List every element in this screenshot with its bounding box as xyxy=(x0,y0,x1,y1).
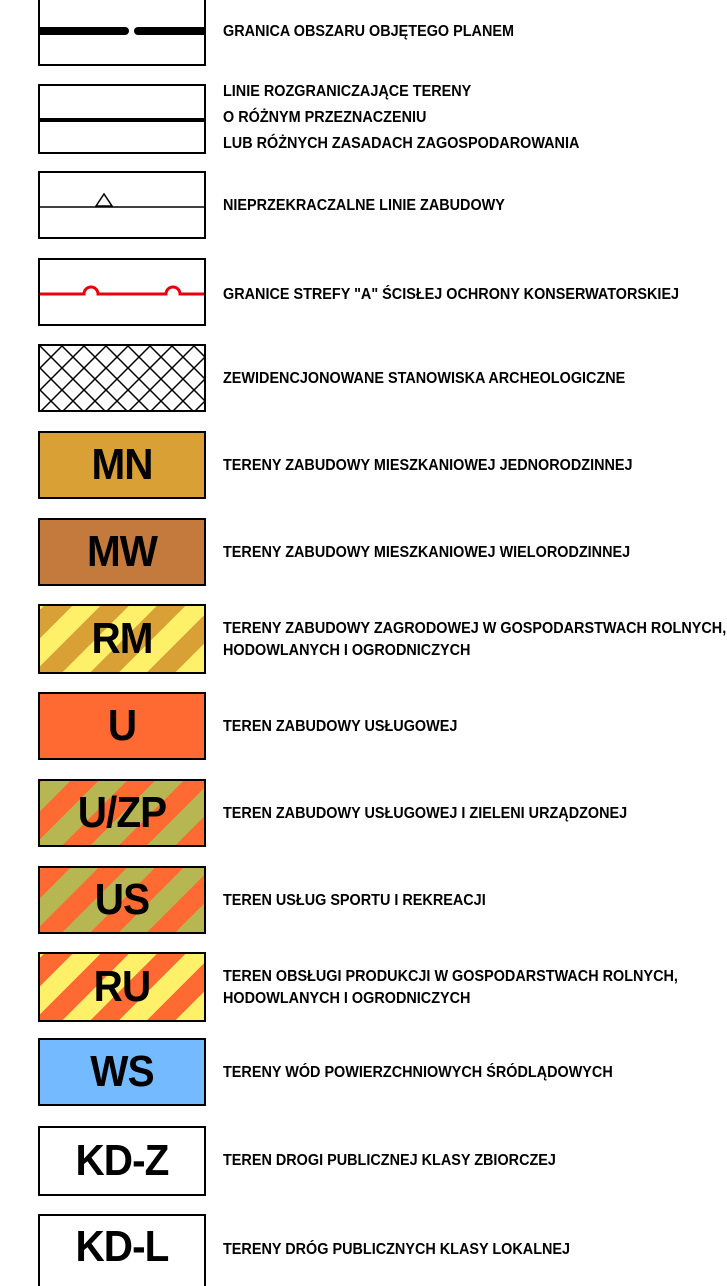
legend-row-ru xyxy=(0,952,727,1022)
legend-desc-ru xyxy=(223,966,727,1010)
desc-line: O RÓŻNYM PRZEZNACZENIU xyxy=(223,109,427,126)
legend-row-ws xyxy=(0,1038,727,1106)
boundary-symbol xyxy=(38,0,206,66)
legend-row-building-lines xyxy=(0,171,727,239)
desc-line: GRANICE STREFY "A" ŚCISŁEJ OCHRONY KONSERWATORSKIEJ xyxy=(223,286,680,303)
ws-swatch xyxy=(38,1038,206,1106)
desc-line: TEREN OBSŁUGI PRODUKCJI W GOSPODARSTWACH ROLNYCH, xyxy=(223,968,678,985)
ws-code: WS xyxy=(90,1047,154,1096)
zone-a-red-line-icon xyxy=(40,260,206,326)
desc-line: TERENY WÓD POWIERZCHNIOWYCH ŚRÓDLĄDOWYCH xyxy=(223,1064,613,1081)
kdz-swatch xyxy=(38,1126,206,1196)
desc-line: TERENY DRÓG PUBLICZNYCH KLASY LOKALNEJ xyxy=(223,1241,571,1258)
desc-line: HODOWLANYCH I OGRODNICZYCH xyxy=(223,990,471,1007)
legend-row-dividing-lines xyxy=(0,84,727,154)
mn-swatch xyxy=(38,431,206,499)
u-code: U xyxy=(107,701,137,750)
crosshatch-pattern-icon xyxy=(40,346,206,412)
legend-desc-kdz xyxy=(223,1148,727,1174)
us-swatch xyxy=(38,866,206,934)
legend-desc-us xyxy=(223,888,727,914)
zone-a-symbol xyxy=(38,258,206,326)
desc-line: NIEPRZEKRACZALNE LINIE ZABUDOWY xyxy=(223,197,505,214)
mw-code: MW xyxy=(86,527,158,576)
mw-swatch xyxy=(38,518,206,586)
legend-desc-u xyxy=(223,714,727,740)
legend-desc-archaeology xyxy=(223,366,727,392)
kdl-code: KD-L xyxy=(75,1222,169,1271)
desc-line: HODOWLANYCH I OGRODNICZYCH xyxy=(223,642,471,659)
legend-desc-zone-a xyxy=(223,282,727,308)
rm-code: RM xyxy=(91,614,153,663)
legend-desc-building-lines xyxy=(223,193,727,219)
u-swatch xyxy=(38,692,206,760)
desc-line: TERENY ZABUDOWY ZAGRODOWEJ W GOSPODARSTWACH ROLNYCH, xyxy=(223,620,727,637)
desc-line: TEREN ZABUDOWY USŁUGOWEJ I ZIELENI URZĄDZONEJ xyxy=(223,805,628,822)
solid-dividing-line-icon xyxy=(40,86,206,154)
desc-line: TERENY ZABUDOWY MIESZKANIOWEJ JEDNORODZINNEJ xyxy=(223,457,633,474)
legend-row-mw xyxy=(0,518,727,586)
building-lines-symbol xyxy=(38,171,206,239)
desc-line: ZEWIDENCJONOWANE STANOWISKA ARCHEOLOGICZNE xyxy=(223,370,626,387)
legend-desc-dividing-lines xyxy=(223,79,727,157)
dashed-boundary-line-icon xyxy=(40,0,206,66)
uzp-swatch xyxy=(38,779,206,847)
legend-row-us xyxy=(0,866,727,934)
legend-desc-kdl xyxy=(223,1237,727,1263)
legend-row-kdl xyxy=(0,1214,727,1278)
desc-line: LUB RÓŻNYCH ZASADACH ZAGOSPODAROWANIA xyxy=(223,135,580,152)
kdl-swatch xyxy=(38,1214,206,1286)
dividing-lines-symbol xyxy=(38,84,206,154)
legend-row-u xyxy=(0,692,727,760)
legend-desc-uzp xyxy=(223,801,727,827)
mn-code: MN xyxy=(91,440,153,489)
kdz-code: KD-Z xyxy=(75,1136,169,1185)
legend-desc-ws xyxy=(223,1060,727,1086)
legend-desc-boundary xyxy=(223,19,727,45)
legend-row-archaeology xyxy=(0,344,727,412)
legend-row-mn xyxy=(0,431,727,499)
legend-row-zone-a xyxy=(0,258,727,326)
legend-desc-rm xyxy=(223,618,727,662)
legend-row-rm xyxy=(0,604,727,674)
ru-code: RU xyxy=(93,962,151,1011)
legend-desc-mw xyxy=(223,540,727,566)
legend-row-kdz xyxy=(0,1126,727,1196)
legend-desc-mn xyxy=(223,453,727,479)
desc-line: TEREN ZABUDOWY USŁUGOWEJ xyxy=(223,718,458,735)
uzp-code: U/ZP xyxy=(77,788,167,837)
archaeology-symbol xyxy=(38,344,206,412)
ru-swatch xyxy=(38,952,206,1022)
legend-row-uzp xyxy=(0,779,727,847)
desc-line: GRANICA OBSZARU OBJĘTEGO PLANEM xyxy=(223,23,514,40)
building-line-triangle-icon xyxy=(40,173,206,239)
desc-line: LINIE ROZGRANICZAJĄCE TERENY xyxy=(223,83,472,100)
desc-line: TEREN USŁUG SPORTU I REKREACJI xyxy=(223,892,486,909)
desc-line: TEREN DROGI PUBLICZNEJ KLASY ZBIORCZEJ xyxy=(223,1152,556,1169)
us-code: US xyxy=(94,875,150,924)
legend-row-boundary xyxy=(0,0,727,68)
rm-swatch xyxy=(38,604,206,674)
desc-line: TERENY ZABUDOWY MIESZKANIOWEJ WIELORODZINNEJ xyxy=(223,544,631,561)
